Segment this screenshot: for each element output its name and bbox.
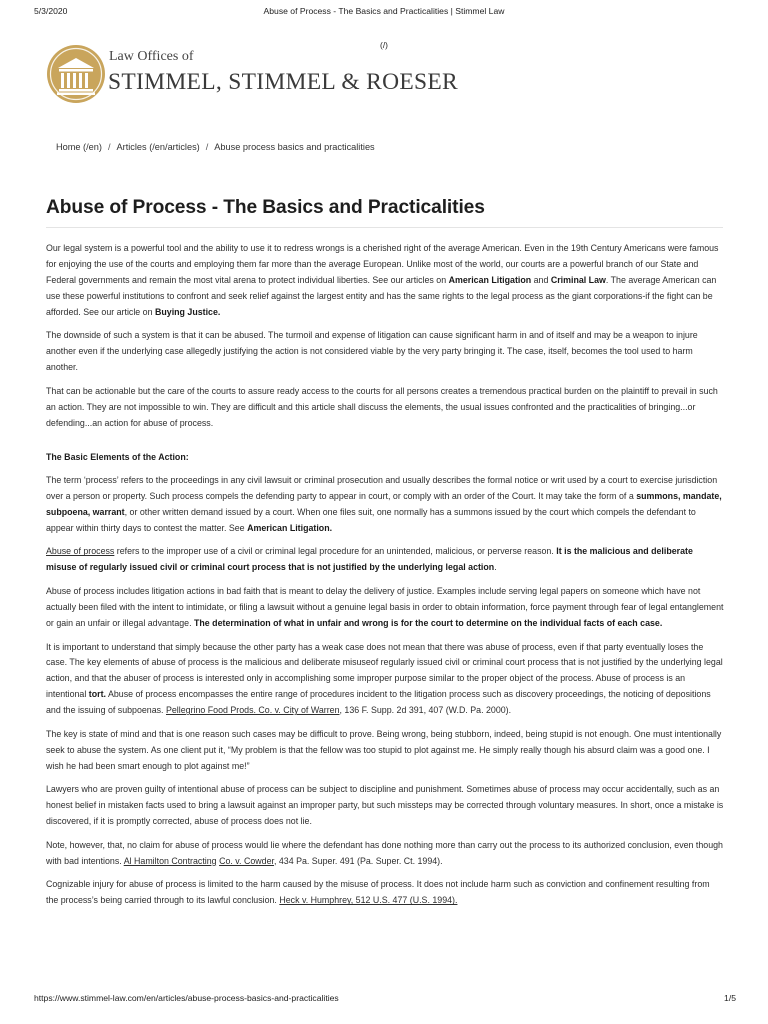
criminal-law-link[interactable]: Criminal Law [550, 274, 606, 285]
page-title: Abuse of Process - The Basics and Practicalities [46, 197, 485, 218]
breadcrumb [56, 142, 375, 152]
breadcrumb-separator: / [205, 142, 209, 152]
american-litigation-link[interactable]: American Litigation. [247, 522, 333, 533]
print-page-title: Abuse of Process - The Basics and Practicalities | Stimmel Law [263, 6, 505, 16]
american-litigation-link[interactable]: American Litigation [448, 274, 532, 285]
breadcrumb-articles[interactable]: Articles (/en/articles) [116, 142, 200, 152]
paragraph-definition: Abuse of process refers to the improper use of a civil or criminal legal procedure for an unintended, malicious, or perverse reason. It is the malicious and deliberate misuse of regularly issued civil or criminal court process that is not justified by the underlying legal action. [46, 546, 693, 573]
paragraph-intro: Our legal system is a powerful tool and the ability to use it to redress wrongs is a cherished right of the average American. Even in the 19th Century Americans were famous for enjoying the use of the courts and employing them far more than the average European. Unlike most of the world, our courts are a powerful branch of our State and Federal governments and remain the most vital arena to protect individual liberties. See our articles on American Litigation and Criminal Law. The average American can use these powerful institutions to confront and seek relief against the largest entity and has the same rights to the legal process as the giant corporations-if the fight can be afforded. See our article on Buying Justice. [46, 243, 719, 317]
paragraph-key-elements: It is important to understand that simply because the other party has a weak case does not mean that there was abuse of process, even if that party eventually loses the case. The key elements of abuse of process is the malicious and deliberate misuseof regularly issued civil or criminal court process that is not justified by the underlying legal action, and that the abuser of process is interested only in accomplishing some improper purpose similar to the proper object of the process. Abuse of process is an intentional tort. Abuse of process encompasses the entire range of procedures incident to the litigation process such as discovery proceedings, the noticing of depositions and the issuing of subpoenas. Pellegrino Food Prods. Co. v. City of Warren, 136 F. Supp. 2d 391, 407 (W.D. Pa. 2000). [46, 641, 723, 716]
page-number: 1/5 [724, 993, 736, 1003]
courthouse-columns-icon[interactable] [46, 44, 106, 104]
page-url: https://www.stimmel-law.com/en/articles/abuse-process-basics-and-practicalities [34, 993, 339, 1003]
buying-justice-link[interactable]: Buying Justice. [154, 306, 221, 317]
al-hamilton-case-link[interactable]: Al Hamilton Contracting [123, 855, 217, 866]
paragraph-actionable: That can be actionable but the care of the courts to assure ready access to the courts for all persons creates a tremendous practical burden on the plaintiff to prevail in such an action. They are not impossible to win. They are difficult and this article shall discuss the elements, the usual issues confronted and the practicalities of bringing...or defending...an action for abuse of process. [46, 385, 718, 428]
home-link[interactable]: (/) [380, 40, 388, 50]
paragraph-bad-faith: Abuse of process includes litigation actions in bad faith that is meant to delay the delivery of justice. Examples include serving legal papers on someone which have not actually been filed with the intent to intimidate, or filing a lawsuit without a genuine legal basis in order to obtain information, force payment through fear of legal entanglement or gain an unfair or illegal advantage. The determination of what in unfair and wrong is for the court to determine on the individual facts of each case. [46, 586, 724, 628]
title-divider [46, 227, 723, 228]
print-header [0, 6, 768, 50]
section-heading: The Basic Elements of the Action: [46, 451, 189, 462]
paragraph-downside: The downside of such a system is that it can be abused. The turmoil and expense of litigation can cause significant harm in and of itself and may be a weapon to injure another even if the underlying case allegedly justifying the action is not considered viable by the very party bringing it. The case, itself, becomes the tool used to harm another. [46, 330, 698, 373]
breadcrumb-home[interactable]: Home (/en) [56, 142, 102, 152]
breadcrumb-separator: / [107, 142, 111, 152]
firm-tagline: Law Offices of [109, 49, 194, 64]
paragraph-state-of-mind: The key is state of mind and that is one reason such cases may be difficult to prove. Being wrong, being stubborn, indeed, being stupid is not enough. One must intentionally seek to abuse the system. As one client put it, “My problem is that the fellow was too stupid to plot against me. He simply really though his absurd claim was a good one. I wish he had been smart enough to plot against me!” [46, 728, 722, 771]
heck-case-link[interactable]: Heck v. Humphrey, 512 U.S. 477 (U.S. 1994). [279, 895, 458, 906]
pellegrino-case-link[interactable]: Pellegrino Food Prods. Co. v. City of Warren [165, 705, 340, 716]
firm-name[interactable]: STIMMEL, STIMMEL & ROESER [108, 69, 459, 95]
paragraph-note: Note, however, that, no claim for abuse of process would lie where the defendant has done nothing more than carry out the process to its authorized conclusion, even though with bad intentions. Al Hamilton Contracting Co. v. Cowder, 434 Pa. Super. 491 (Pa. Super. Ct. 1994). [46, 839, 723, 866]
paragraph-injury: Cognizable injury for abuse of process is limited to the harm caused by the misuse of process. It does not include harm such as conviction and confinement resulting from the process’s being carried through to its lawful conclusion. Heck v. Humphrey, 512 U.S. 477 (U.S. 1994). [46, 879, 710, 906]
print-date: 5/3/2020 [34, 6, 68, 16]
paragraph-discipline: Lawyers who are proven guilty of intentional abuse of process can be subject to discipline and punishment. Sometimes abuse of process may occur accidentally, such as an honest belief in mistaken facts used to bring a lawsuit against an improper party, but such missteps may be corrected through voluntary measures. In short, once a mistake is discovered, if it is promptly corrected, abuse of process does not lie. [46, 784, 724, 827]
article-body [46, 241, 724, 917]
breadcrumb-current: Abuse process basics and practicalities [214, 142, 375, 152]
abuse-of-process-link[interactable]: Abuse of process [46, 546, 115, 557]
paragraph-process-term: The term ‘process’ refers to the proceedings in any civil lawsuit or criminal prosecution and usually describes the formal notice or writ used by a court to exercise jurisdiction over a person or property. Such process compels the defending party to appear in court, or comply with an order of the Court. It may take the form of a summons, mandate, subpoena, warrant, or other written demand issued by a court. When one files suit, one normally has a summons issued by the court which compels the defendant to appear within thirty days to contest the matter. See American Litigation. [46, 474, 722, 533]
cowder-case-link[interactable]: Co. v. Cowder [219, 855, 274, 866]
